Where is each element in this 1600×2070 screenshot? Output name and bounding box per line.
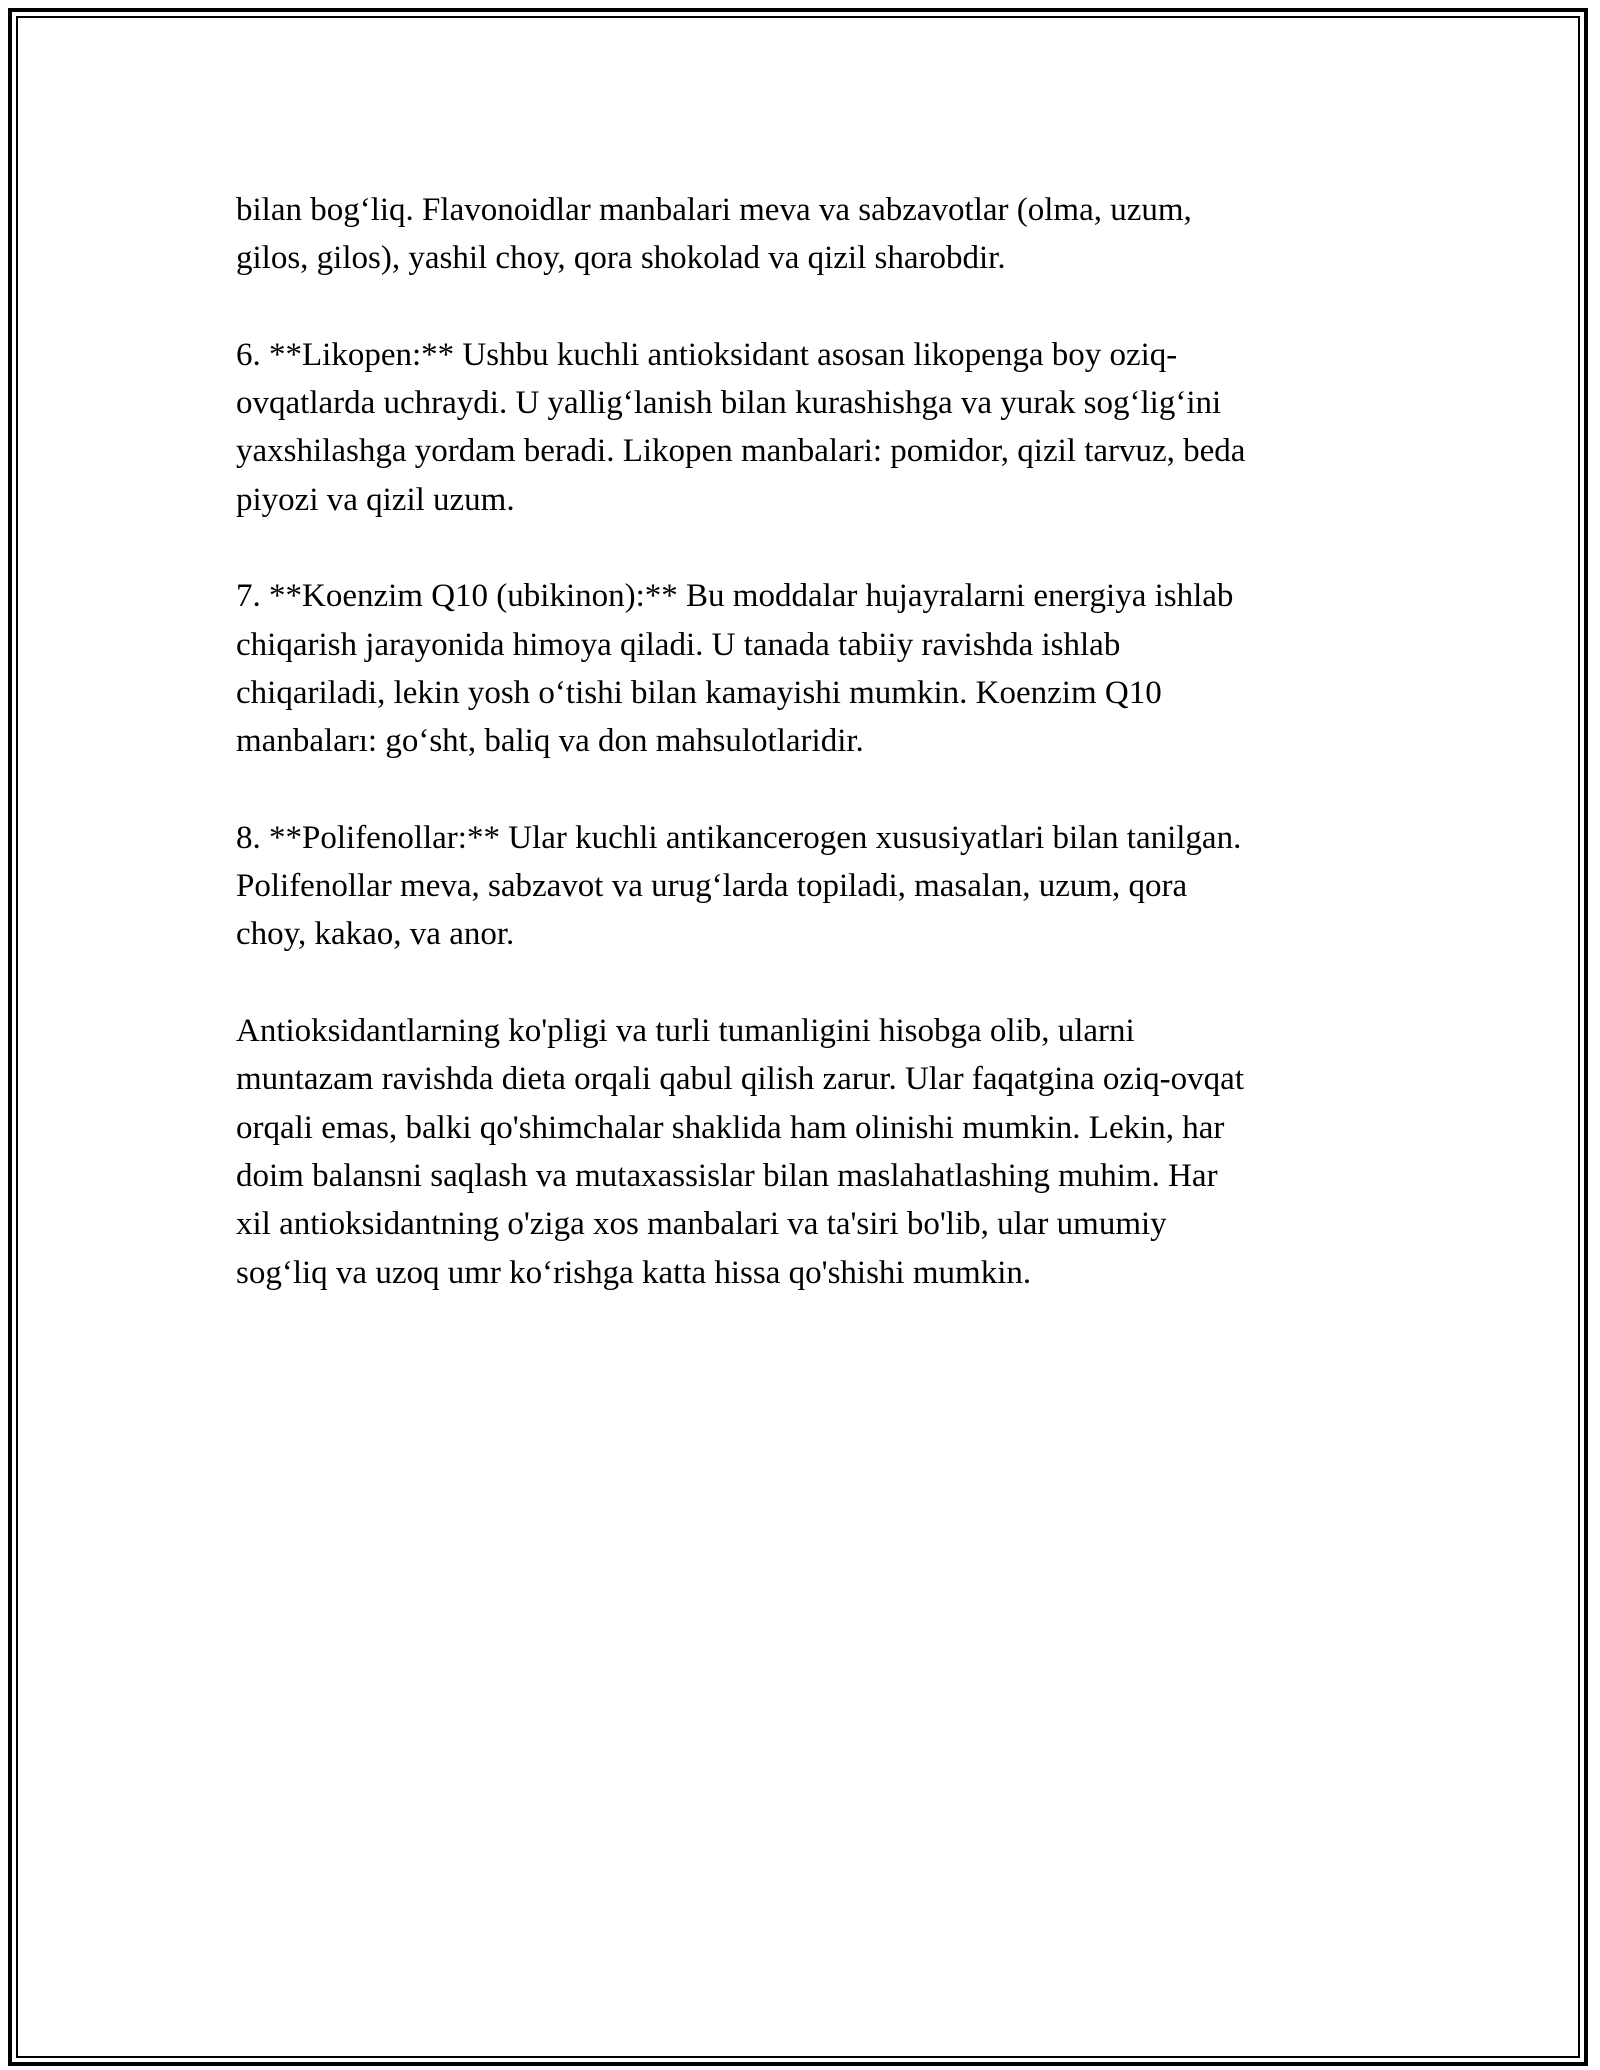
text-line: chiqariladi, lekin yosh o‘tishi bilan kamayishi mumkin. Koenzim Q10 [236,674,1162,711]
text-line: Polifenollar meva, sabzavot va urug‘larda topiladi, masalan, uzum, qora [236,868,1188,905]
text-line: gilos, gilos), yashil choy, qora shokolad va qizil sharobdir. [236,240,1006,277]
text-line: yaxshilashga yordam beradi. Likopen manbalari: pomidor, qizil tarvuz, beda [236,433,1246,470]
paragraph-polifenollar [236,814,1366,959]
text-line: piyozi va qizil uzum. [236,481,515,518]
text-line: manbaları: go‘sht, baliq va don mahsulotlaridir. [236,723,864,760]
text-line: doim balansni saqlash va mutaxassislar bilan maslahatlashing muhim. Har [236,1157,1218,1194]
text-line: ovqatlarda uchraydi. U yallig‘lanish bilan kurashishga va yurak sog‘lig‘ini [236,385,1222,422]
text-line: xil antioksidantning o'ziga xos manbalari va ta'siri bo'lib, ular umumiy [236,1206,1167,1243]
text-line: orqali emas, balki qo'shimchalar shaklida ham olinishi mumkin. Lekin, har [236,1109,1225,1146]
text-line: 8. **Polifenollar:** Ular kuchli antikancerogen xususiyatlari bilan tanilgan. [236,819,1242,856]
paragraph-koenzim-q10 [236,572,1366,765]
text-line: chiqarish jarayonida himoya qiladi. U tanada tabiiy ravishda ishlab [236,626,1121,663]
document-body [236,186,1366,1345]
text-line: 6. **Likopen:** Ushbu kuchli antioksidant asosan likopenga boy oziq- [236,336,1178,373]
paragraph-likopen [236,331,1366,524]
text-line: 7. **Koenzim Q10 (ubikinon):** Bu moddalar hujayralarni energiya ishlab [236,578,1234,615]
text-line: Antioksidantlarning ko'pligi va turli tumanligini hisobga olib, ularni [236,1013,1135,1050]
paragraph-flavonoids [236,186,1366,283]
paragraph-conclusion [236,1007,1366,1297]
text-line: choy, kakao, va anor. [236,916,515,953]
text-line: muntazam ravishda dieta orqali qabul qilish zarur. Ular faqatgina oziq-ovqat [236,1061,1244,1098]
text-line: bilan bog‘liq. Flavonoidlar manbalari meva va sabzavotlar (olma, uzum, [236,192,1192,228]
text-line: sog‘liq va uzoq umr ko‘rishga katta hissa qo'shishi mumkin. [236,1254,1032,1291]
